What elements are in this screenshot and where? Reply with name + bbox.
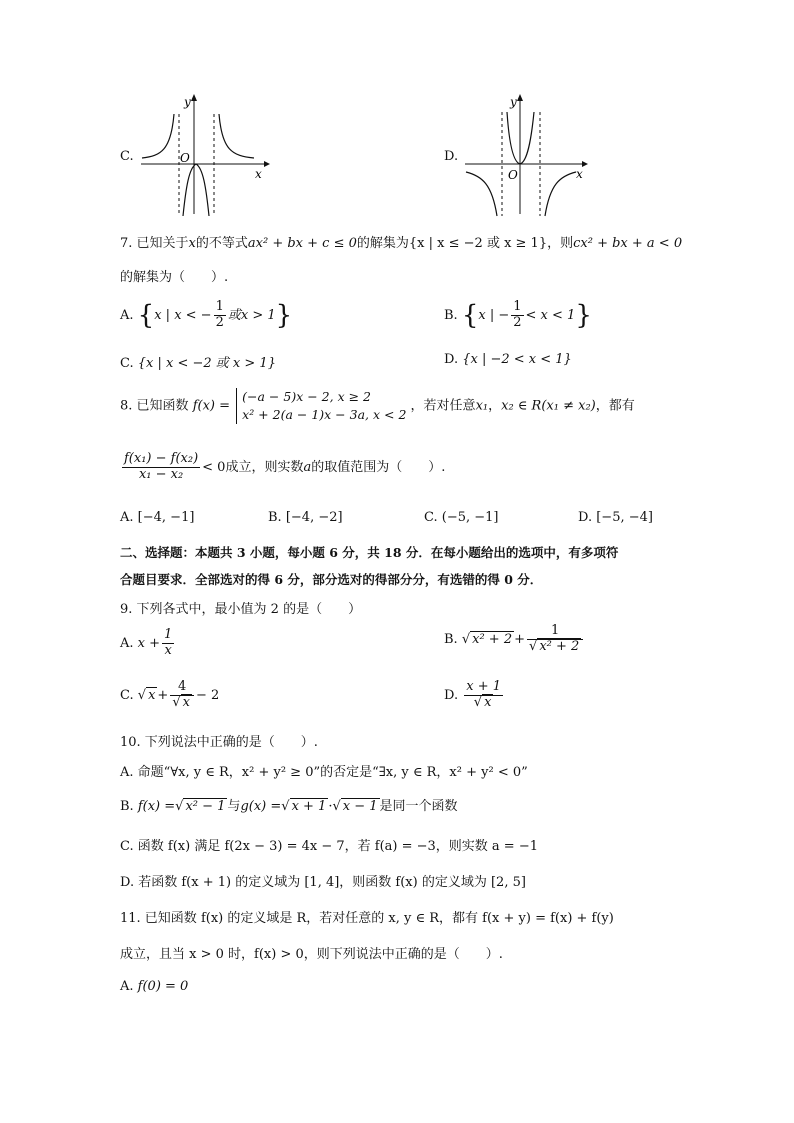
section2-heading-line2: 合题目要求．全部选对的得 6 分，部分选对的得部分分，有选错的得 0 分．	[120, 572, 543, 587]
q10-stem: 10. 下列说法中正确的是（ ）.	[120, 735, 318, 750]
c-y-label: y	[184, 95, 191, 109]
q8-piecewise: (−a − 5)x − 2, x ≥ 2 x² + 2(a − 1)x − 3a, x < 2	[236, 388, 406, 424]
q11-stem-line1: 11. 已知函数 f(x) 的定义域是 R，若对任意的 x, y ∈ R，都有 f(x + y) = f(x) + f(y)	[120, 911, 614, 926]
q6-option-c-label: C.	[120, 149, 134, 164]
q10-option-b[interactable]: B. f(x) =√ x² − 1 与g(x) =√ x + 1 ·√ x − 1 是同一个函数	[120, 799, 458, 814]
q8-option-d[interactable]: D. [−5, −4]	[578, 510, 653, 525]
q9-stem: 9. 下列各式中，最小值为 2 的是（ ）	[120, 602, 362, 617]
d-x-label: x	[576, 167, 583, 181]
d-origin-label: O	[508, 168, 518, 182]
q10-option-d[interactable]: D. 若函数 f(x + 1) 的定义域为 [1, 4]，则函数 f(x) 的定义域为 [2, 5]	[120, 875, 526, 890]
q9-option-d[interactable]: D. $\frac{x + 1}{√ x}$	[444, 679, 501, 710]
q8-option-b[interactable]: B. [−4, −2]	[268, 510, 343, 525]
section2-heading-line1: 二、选择题：本题共 3 小题，每小题 6 分，共 18 分．在每小题给出的选项中，有多项符	[120, 545, 619, 560]
graph-d-svg	[462, 92, 590, 220]
q11-option-a[interactable]: A. f(0) = 0	[120, 979, 189, 994]
c-x-arrow	[264, 161, 270, 167]
c-curve-left	[142, 114, 174, 158]
q10-option-c[interactable]: C. 函数 f(x) 满足 f(2x − 3) = 4x − 7，若 f(a) = −3，则实数 a = −1	[120, 839, 538, 854]
q11-stem-line2: 成立，且当 x > 0 时，f(x) > 0，则下列说法中正确的是（ ）.	[120, 947, 503, 962]
q9-option-a[interactable]: A. x + $\frac{1}{x}$	[120, 627, 173, 658]
q7-option-d[interactable]: D. {x | −2 < x < 1}	[444, 352, 572, 367]
q8-stem-line2: $\frac{\text{f(x₁) − f(x₂)}}{\text{x₁ − x₂}}$ < 0成立，则实数a的取值范围为（ ）.	[124, 451, 446, 482]
q9-option-c[interactable]: C. √ x + $\frac{4}{√ x}$ − 2	[120, 679, 220, 710]
c-curve-middle	[183, 164, 209, 216]
c-curve-right	[219, 114, 254, 158]
d-y-label: y	[510, 95, 517, 109]
q7-option-b[interactable]: B. {x | − $\frac{1}{2}$ < x < 1}	[444, 299, 592, 331]
q9-option-b[interactable]: B. √ x² + 2 + $\frac{1}{\text{√ x² + 2}}$	[444, 624, 585, 655]
d-x-arrow	[582, 161, 588, 167]
q8-option-a[interactable]: A. [−4, −1]	[120, 510, 195, 525]
q8-option-c[interactable]: C. (−5, −1]	[424, 510, 499, 525]
q6-option-c-graph	[136, 92, 271, 220]
d-curve-right	[545, 172, 576, 216]
q7-stem-line1: 7. 已知关于x的不等式ax² + bx + c ≤ 0的解集为{x | x ≤ −2 或 x ≥ 1}，则cx² + bx + a < 0	[120, 236, 683, 251]
q8-stem-line1: 8. 已知函数 f(x) = (−a − 5)x − 2, x ≥ 2 x² + 2(a − 1)x − 3a, x < 2 ，若对任意x₁，x₂ ∈ R(x₁ ≠ x₂)，都有	[120, 388, 635, 424]
graph-c-svg	[136, 92, 271, 220]
d-y-arrow	[517, 94, 523, 101]
q6-option-d-graph	[462, 92, 590, 220]
q7-option-a[interactable]: A. {x | x < − $\frac{1}{2}$ 或x > 1}	[120, 299, 293, 331]
q7-option-c[interactable]: C. {x | x < −2 或 x > 1}	[120, 356, 276, 371]
c-x-label: x	[255, 167, 262, 181]
c-origin-label: O	[180, 151, 190, 165]
q10-option-a[interactable]: A. 命题“∀x, y ∈ R，x² + y² ≥ 0”的否定是“∃x, y ∈ R，x² + y² < 0”	[120, 765, 528, 780]
q7-stem-line2: 的解集为（ ）.	[120, 270, 229, 285]
d-curve-left	[466, 172, 497, 216]
c-y-arrow	[191, 94, 197, 101]
q6-option-d-label: D.	[444, 149, 459, 164]
